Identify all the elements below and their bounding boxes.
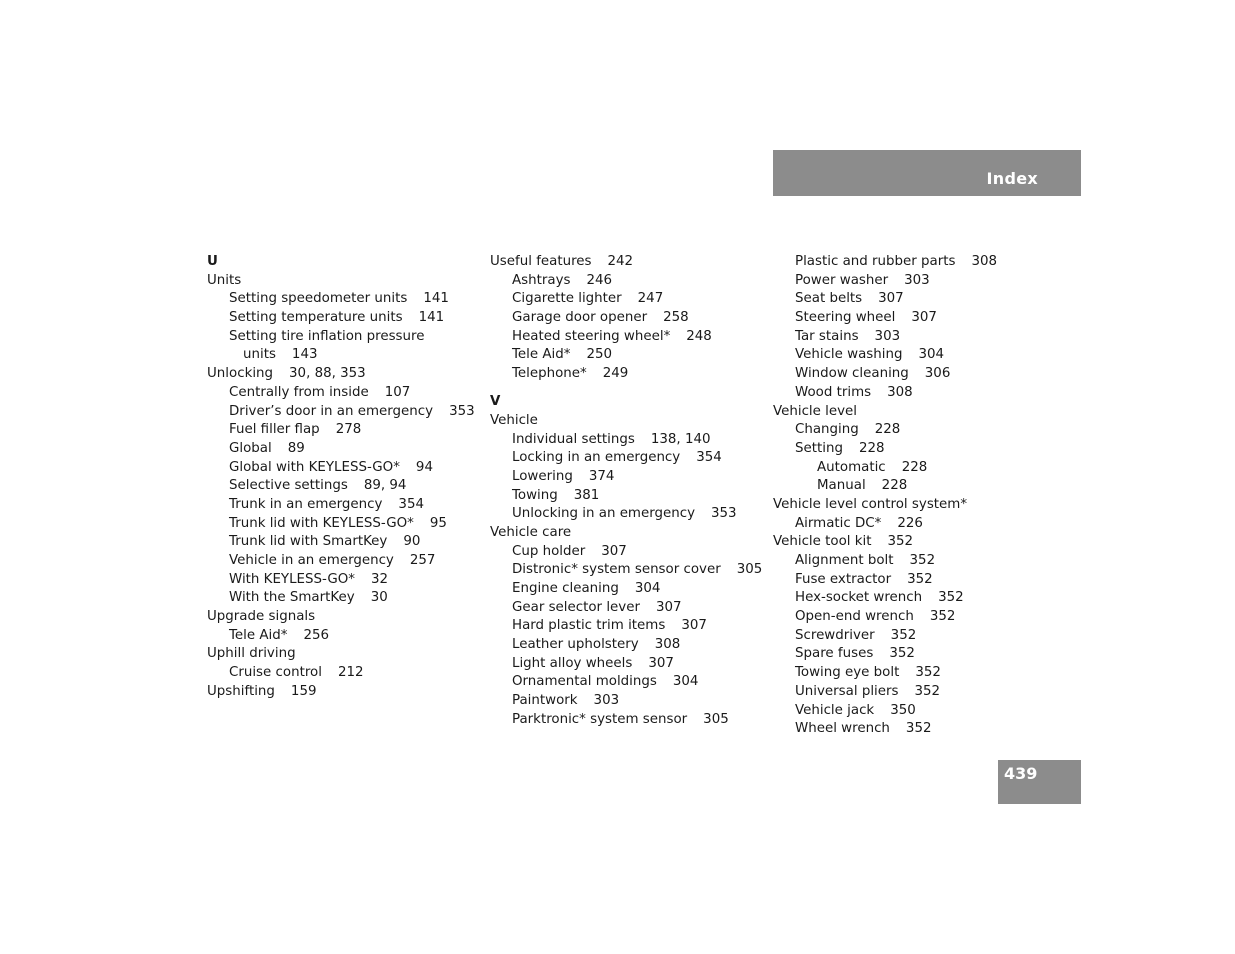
index-entry [773,664,997,683]
entry-term: Centrally from inside [229,384,369,400]
index-entry [207,496,475,515]
index-entry [490,290,762,309]
index-column-2 [490,253,762,730]
entry-term: Hard plastic trim items [512,618,666,634]
entry-page-ref: 308 [654,637,681,653]
entry-page-ref: 249 [602,366,629,382]
index-entry [207,627,475,646]
letter-label: U [207,254,218,269]
entry-term: Trunk lid with SmartKey [229,534,388,550]
entry-term: Window cleaning [795,366,909,382]
index-entry [773,421,997,440]
index-entry [490,580,762,599]
entry-term: Distronic* system sensor cover [512,562,721,578]
index-entry [207,328,475,347]
index-entry [773,702,997,721]
index-entry [773,627,997,646]
entry-page-ref: 352 [909,553,936,568]
entry-term: Global with KEYLESS-GO* [229,459,400,475]
entry-page-ref: 248 [686,328,712,344]
entry-term: With KEYLESS-GO* [229,571,355,587]
entry-term: Useful features [490,254,592,269]
index-entry [207,571,475,590]
index-entry [207,515,475,534]
entry-term: Vehicle care [490,524,572,540]
entry-term: Driver’s door in an emergency [229,403,434,419]
entry-term: Open-end wrench [795,609,914,625]
entry-term: Trunk lid with KEYLESS-GO* [229,515,414,531]
entry-term: Gear selector lever [512,599,640,615]
index-entry [490,412,762,431]
entry-term: Towing [512,487,558,503]
index-entry [773,403,997,422]
entry-term: Wheel wrench [795,721,890,737]
entry-page-ref: 352 [889,646,915,662]
index-column-1 [207,253,475,702]
entry-term: Vehicle tool kit [773,534,872,550]
entry-page-ref: 352 [915,665,941,681]
entry-term: Paintwork [512,693,578,709]
entry-term: Leather upholstery [512,637,639,653]
entry-term: Vehicle level [773,403,857,419]
index-entry [490,505,762,524]
index-entry [490,524,762,543]
entry-term: Manual [817,478,866,494]
index-entry [207,645,475,664]
entry-term: Selective settings [229,478,348,494]
entry-term: Global [229,440,272,456]
entry-page-ref: 303 [874,328,901,344]
index-entry [207,683,475,702]
index-letter-heading [490,393,762,412]
index-entry [490,309,762,328]
entry-term: Unlocking [207,366,274,382]
entry-page-ref: 307 [878,291,904,307]
entry-term: Unlocking in an emergency [512,506,695,522]
entry-term: Setting temperature units [229,310,403,326]
entry-page-ref: 256 [303,627,329,643]
entry-page-ref: 352 [914,683,941,699]
page-number: 439 [1004,764,1038,783]
entry-page-ref: 381 [573,487,600,503]
entry-term: Spare fuses [795,646,874,662]
entry-page-ref: 89, 94 [363,478,407,494]
index-entry [490,599,762,618]
index-entry [773,440,997,459]
entry-term: Cup holder [512,543,586,559]
entry-term: Upgrade signals [207,609,316,625]
entry-page-ref: 305 [736,562,763,578]
entry-term: Uphill driving [207,646,296,662]
entry-term: Screwdriver [795,627,875,643]
entry-term: Trunk in an emergency [229,496,383,512]
entry-page-ref: 304 [634,581,661,597]
index-entry [207,664,475,683]
entry-page-ref: 308 [971,254,998,269]
entry-term: Light alloy wheels [512,655,633,671]
entry-page-ref: 226 [897,515,923,531]
index-entry [207,365,475,384]
entry-term: Units [207,272,242,288]
index-entry [207,346,475,365]
entry-term: Automatic [817,459,886,475]
index-letter-heading [207,253,475,272]
entry-term: Vehicle washing [795,347,903,363]
index-entry [773,552,997,571]
entry-term: Fuse extractor [795,571,892,587]
entry-term: Engine cleaning [512,581,619,597]
index-entry [773,533,997,552]
entry-page-ref: 30, 88, 353 [289,366,366,382]
index-entry [207,384,475,403]
entry-term: Setting speedometer units [229,291,408,307]
entry-page-ref: 138, 140 [650,431,711,447]
entry-page-ref: 90 [403,534,421,550]
entry-term: Cruise control [229,665,322,681]
entry-term: Individual settings [512,431,635,447]
index-entry [490,253,762,272]
index-entry [490,449,762,468]
section-title: Index [986,169,1038,188]
entry-term: Telephone* [512,366,587,382]
entry-term: Tar stains [795,328,859,344]
index-entry [490,468,762,487]
entry-page-ref: 352 [905,721,932,737]
index-entry [207,290,475,309]
index-entry [773,589,997,608]
entry-page-ref: 30 [370,590,388,606]
entry-page-ref: 307 [648,655,674,671]
index-entry [773,384,997,403]
entry-term: Tele Aid* [512,347,571,363]
section-header-bar [773,150,1081,196]
entry-page-ref: 307 [601,543,627,559]
letter-label: V [490,394,501,410]
index-entry [490,711,762,730]
entry-page-ref: 89 [287,440,305,456]
entry-term: Setting [795,440,843,456]
page-number-box [998,760,1081,804]
index-entry [773,645,997,664]
entry-page-ref: 304 [672,674,699,690]
index-entry [207,459,475,478]
index-entry [773,365,997,384]
entry-page-ref: 246 [586,272,613,288]
index-entry [490,365,762,384]
entry-term: Vehicle in an emergency [229,553,394,568]
entry-page-ref: 304 [918,347,945,363]
index-entry [490,636,762,655]
entry-page-ref: 247 [637,291,664,307]
entry-term: Vehicle level control system* [773,496,968,512]
entry-page-ref: 307 [681,618,707,634]
entry-page-ref: 306 [924,366,951,382]
entry-page-ref: 352 [907,571,933,587]
entry-term: Ashtrays [512,272,571,288]
entry-page-ref: 303 [904,272,930,288]
index-entry [773,477,997,496]
index-entry [490,655,762,674]
entry-page-ref: 32 [370,571,388,587]
index-column-3 [773,253,997,739]
entry-term: Alignment bolt [795,553,894,568]
entry-term: Lowering [512,468,573,484]
entry-page-ref: 352 [890,627,917,643]
index-entry [773,328,997,347]
entry-page-ref: 354 [398,496,424,512]
entry-page-ref: 242 [607,254,634,269]
entry-page-ref: 352 [887,534,914,550]
index-entry [207,552,475,571]
index-entry [207,309,475,328]
index-entry [490,673,762,692]
entry-page-ref: 374 [588,468,615,484]
entry-term: Power washer [795,272,889,288]
entry-page-ref: 143 [291,347,318,363]
index-entry [490,272,762,291]
entry-term: Towing eye bolt [795,665,900,681]
entry-page-ref: 303 [593,693,620,709]
index-entry [773,459,997,478]
entry-term: Hex-socket wrench [795,590,923,606]
entry-page-ref: 250 [586,347,612,363]
entry-term: Parktronic* system sensor [512,711,688,727]
entry-page-ref: 141 [418,310,445,326]
index-entry [207,608,475,627]
entry-page-ref: 307 [911,310,937,326]
entry-page-ref: 107 [384,384,411,400]
entry-term: Setting tire inflation pressure [229,328,425,344]
entry-page-ref: 228 [901,459,928,475]
entry-term: Steering wheel [795,310,896,326]
index-entry [773,290,997,309]
entry-term: Cigarette lighter [512,291,622,307]
index-entry [490,346,762,365]
index-entry [490,561,762,580]
index-entry [773,683,997,702]
index-entry [773,309,997,328]
entry-page-ref: 354 [696,450,722,466]
entry-term: Vehicle [490,412,538,428]
index-entry [207,421,475,440]
entry-term: Tele Aid* [229,627,288,643]
entry-term: Changing [795,422,859,438]
entry-page-ref: 305 [703,711,729,727]
entry-page-ref: 228 [881,478,908,494]
entry-page-ref: 228 [874,422,901,438]
index-entry [773,608,997,627]
entry-page-ref: 94 [415,459,433,475]
entry-term: Seat belts [795,291,863,307]
entry-page-ref: 141 [423,291,449,307]
index-entry [490,328,762,347]
section-spacer [490,384,762,393]
entry-term: Garage door opener [512,310,648,326]
entry-page-ref: 352 [938,590,964,606]
index-entry [207,272,475,291]
entry-page-ref: 278 [335,422,362,438]
entry-page-ref: 257 [409,553,436,568]
entry-page-ref: 95 [429,515,447,531]
index-entry [773,496,997,515]
index-entry [773,346,997,365]
entry-page-ref: 308 [887,384,913,400]
index-entry [773,571,997,590]
index-entry [773,253,997,272]
index-entry [207,589,475,608]
index-entry [490,431,762,450]
index-entry [207,533,475,552]
entry-term: Airmatic DC* [795,515,882,531]
entry-term: Plastic and rubber parts [795,254,956,269]
entry-term: Fuel filler flap [229,422,320,438]
entry-term: Heated steering wheel* [512,328,671,344]
entry-term: Universal pliers [795,683,899,699]
index-entry [773,272,997,291]
entry-term: Wood trims [795,384,872,400]
entry-page-ref: 212 [337,665,364,681]
entry-page-ref: 258 [663,310,689,326]
index-entry [490,617,762,636]
index-entry [207,477,475,496]
entry-page-ref: 352 [929,609,956,625]
entry-term: Vehicle jack [795,702,875,718]
index-entry [490,487,762,506]
index-entry [490,692,762,711]
entry-page-ref: 350 [890,702,916,718]
index-entry [207,403,475,422]
index-entry [773,720,997,739]
entry-term: With the SmartKey [229,590,355,606]
entry-term: Ornamental moldings [512,674,657,690]
entry-page-ref: 353 [449,403,475,419]
entry-page-ref: 353 [711,506,737,522]
index-entry [207,440,475,459]
entry-page-ref: 159 [290,683,317,699]
index-entry [490,543,762,562]
entry-term: Upshifting [207,683,275,699]
entry-page-ref: 307 [655,599,682,615]
entry-term: Locking in an emergency [512,450,681,466]
entry-page-ref: 228 [858,440,885,456]
entry-term: units [243,347,276,363]
index-entry [773,515,997,534]
